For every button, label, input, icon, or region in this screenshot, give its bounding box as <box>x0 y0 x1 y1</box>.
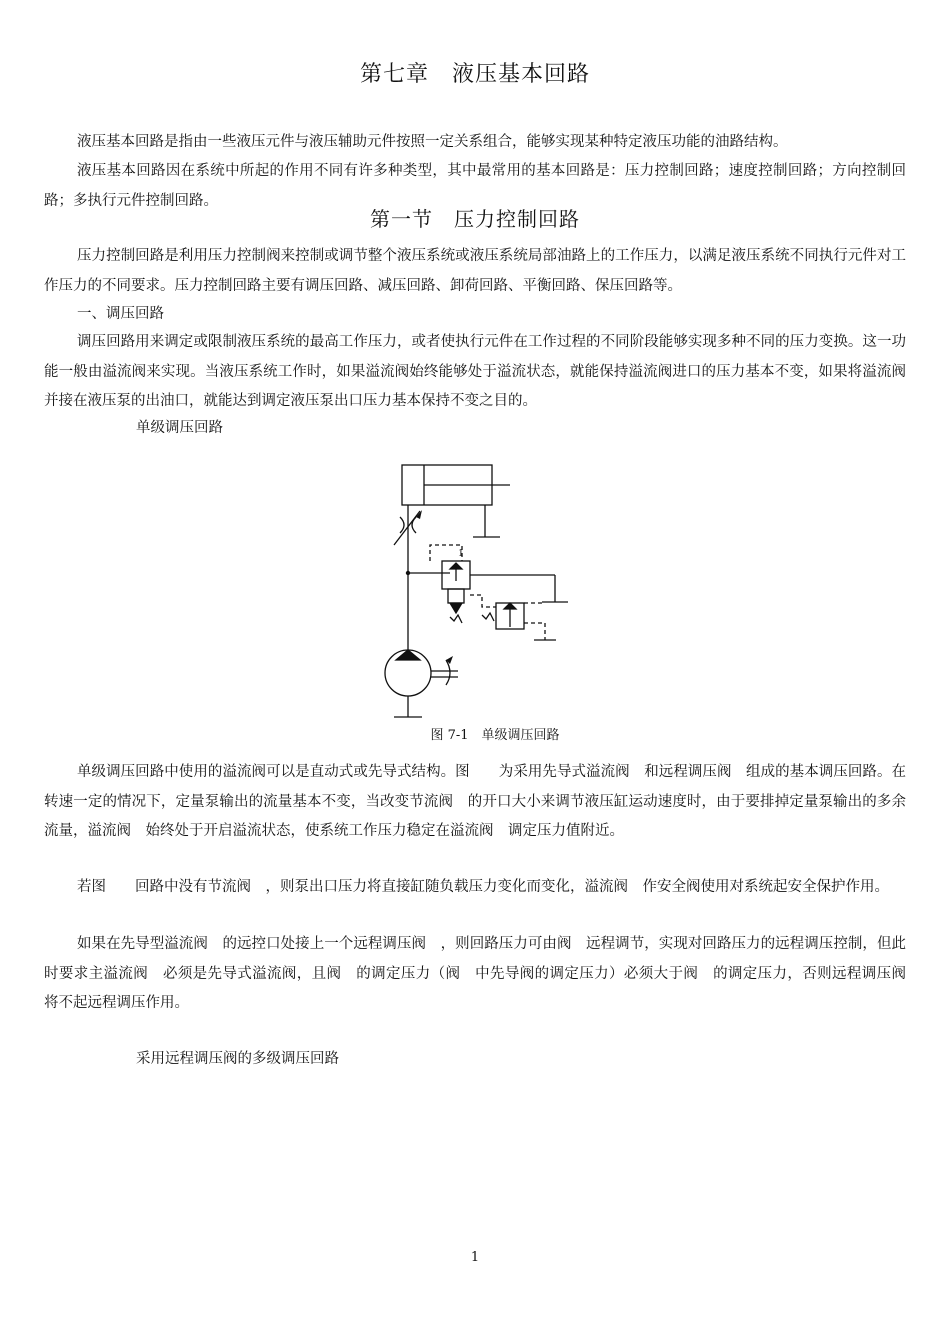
section-paragraph-2: 调压回路用来调定或限制液压系统的最高工作压力，或者使执行元件在工作过程的不同阶段能够实现多种不同的压力变换。这一功能一般由溢流阀来实现。当液压系统工作时，如果溢流阀始终能够处于溢流状态，就能保持溢流阀进口的压力基本不变，如果将溢流阀并接在液压泵的出油口，就能达到调定液压泵出口压力基本保持不变之目的。 <box>44 334 906 409</box>
intro-paragraph-2: 液压基本回路因在系统中所起的作用不同有许多种类型，其中最常用的基本回路是：压力控制回路；速度控制回路；方向控制回路；多执行元件控制回路。 <box>44 163 906 209</box>
valve-label-1: 1 <box>458 547 464 559</box>
hydraulic-circuit-diagram <box>370 455 590 723</box>
junction-dot <box>406 571 410 575</box>
throttle-valve-left-arc <box>400 517 404 533</box>
section-title: 第一节 压力控制回路 <box>370 207 580 231</box>
section-paragraph-4: 若图 回路中没有节流阀 ，则泵出口压力将直接缸随负载压力变化而变化，溢流阀 作安全阀使用对系统起安全保护作用。 <box>77 879 889 895</box>
intro-paragraph-1: 液压基本回路是指由一些液压元件与液压辅助元件按照一定关系组合，能够实现某种特定液压功能的油路结构。 <box>77 134 788 150</box>
figure-label-single-stage: 单级调压回路 <box>136 420 223 436</box>
subsection-title: 一、调压回路 <box>77 306 164 322</box>
figure-label-multi-stage: 采用远程调压阀的多级调压回路 <box>136 1051 339 1067</box>
figure-caption: 图 7-1 单级调压回路 <box>430 728 560 743</box>
section-paragraph-3: 单级调压回路中使用的溢流阀可以是直动式或先导式结构。图 为采用先导式溢流阀 和远程调压阀 组成的基本调压回路。在转速一定的情况下，定量泵输出的流量基本不变，当改变节流阀 的开口大小来调节液压缸运动速度时，由于要排掉定量泵输出的多余流量，溢流阀 始终处于开启溢流状态，使系统工作压力稳定在溢流阀 调定压力值附近。 <box>44 764 906 839</box>
chapter-title: 第七章 液压基本回路 <box>359 62 590 87</box>
section-paragraph-5: 如果在先导型溢流阀 的远控口处接上一个远程调压阀 ，则回路压力可由阀 远程调节，实现对回路压力的远程调压控制，但此时要求主溢流阀 必须是先导式溢流阀，且阀 的调定压力（阀 中先导阀的调定压力）必须大于阀 的调定压力，否则远程调压阀 将不起远程调压作用。 <box>44 936 921 1011</box>
page-number: 1 <box>470 1250 480 1265</box>
section-paragraph-1: 压力控制回路是利用压力控制阀来控制或调节整个液压系统或液压系统局部油路上的工作压力，以满足液压系统不同执行元件对工作压力的不同要求。压力控制回路主要有调压回路、减压回路、卸荷回路、平衡回路、保压回路等。 <box>44 248 906 294</box>
